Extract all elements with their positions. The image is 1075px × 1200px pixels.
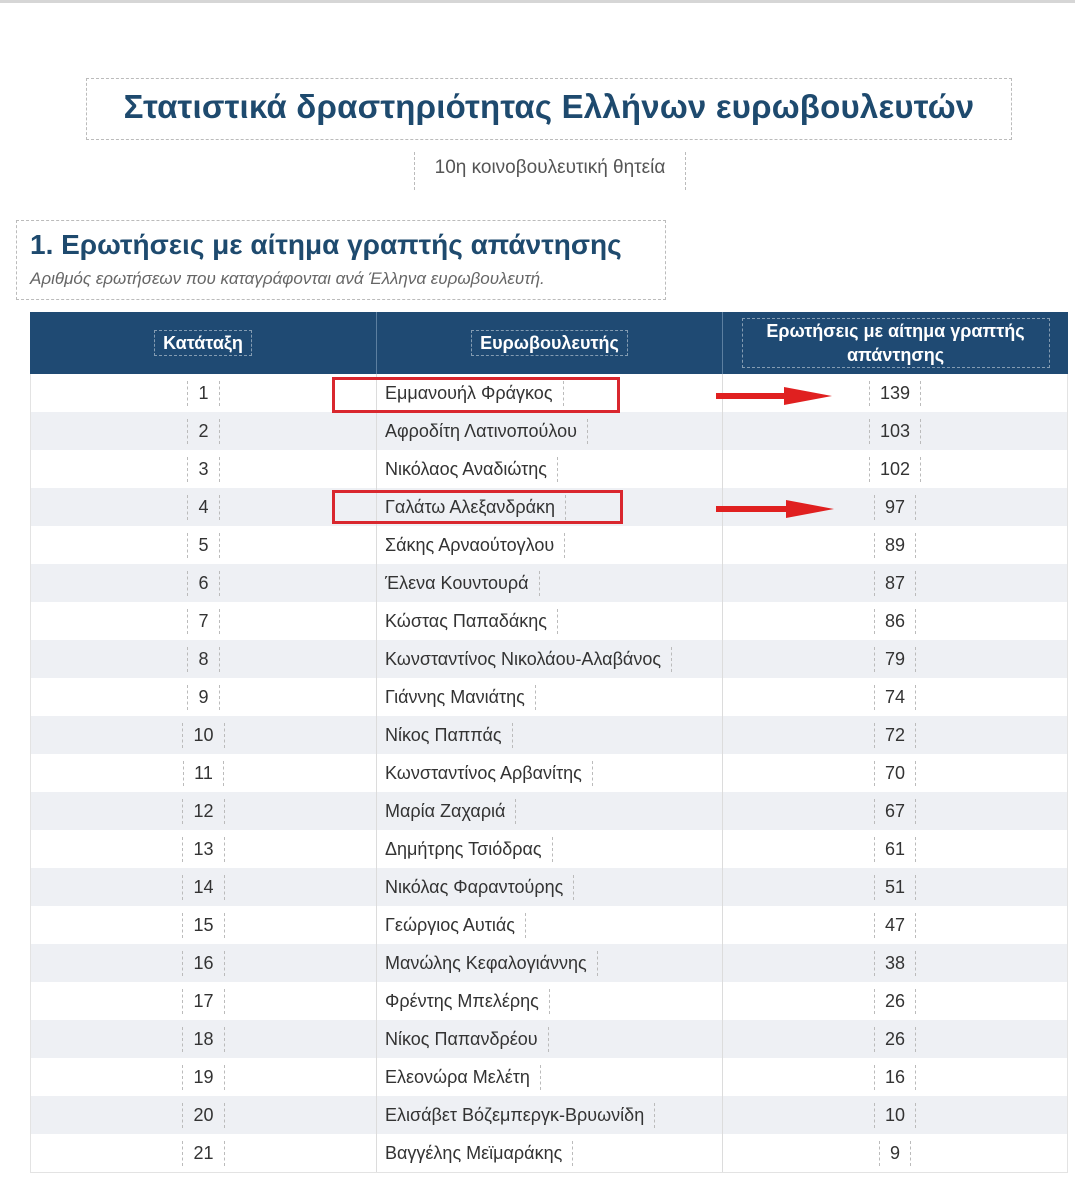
count-cell (722, 1020, 1068, 1058)
count-cell (722, 1096, 1068, 1134)
red-arrow-icon-row-4 (714, 497, 838, 521)
count-cell (722, 602, 1068, 640)
name-cell (376, 906, 722, 944)
name-cell (376, 678, 722, 716)
count-cell (722, 868, 1068, 906)
rank-value: 17 (182, 989, 224, 1014)
top-border-line (0, 0, 1075, 3)
name-cell (376, 792, 722, 830)
table-row (30, 640, 1068, 678)
count-cell (722, 982, 1068, 1020)
name-cell (376, 716, 722, 754)
count-cell (722, 640, 1068, 678)
rank-value: 19 (182, 1065, 224, 1090)
question-count: 26 (874, 1027, 916, 1052)
count-cell (722, 564, 1068, 602)
table-row (30, 1096, 1068, 1134)
mep-name: Έλενα Κουντουρά (385, 571, 540, 596)
name-cell (376, 526, 722, 564)
table-row (30, 526, 1068, 564)
rank-cell (30, 412, 376, 450)
name-cell (376, 1058, 722, 1096)
highlight-box-row-1 (332, 377, 620, 413)
rank-value: 4 (187, 495, 219, 520)
header-count (722, 312, 1068, 374)
count-cell (722, 830, 1068, 868)
rank-cell (30, 1020, 376, 1058)
table-row (30, 450, 1068, 488)
rank-value: 13 (182, 837, 224, 862)
rank-cell (30, 488, 376, 526)
highlight-box-row-4 (332, 490, 623, 524)
question-count: 86 (874, 609, 916, 634)
rank-value: 11 (183, 761, 224, 786)
mep-name: Ελισάβετ Βόζεμπεργκ-Βρυωνίδη (385, 1103, 655, 1128)
count-cell (722, 526, 1068, 564)
mep-name: Σάκης Αρναούτογλου (385, 533, 565, 558)
count-cell (722, 412, 1068, 450)
header-name (376, 312, 722, 374)
rank-cell (30, 602, 376, 640)
rank-cell (30, 982, 376, 1020)
ranking-table (30, 312, 1068, 1173)
rank-value: 12 (182, 799, 224, 824)
mep-name: Μανώλης Κεφαλογιάννης (385, 951, 598, 976)
count-cell (722, 716, 1068, 754)
question-count: 10 (874, 1103, 916, 1128)
table-header (30, 312, 1068, 374)
rank-cell (30, 944, 376, 982)
mep-name: Εμμανουήλ Φράγκος (385, 381, 564, 406)
question-count: 61 (874, 837, 916, 862)
table-row (30, 1134, 1068, 1173)
rank-cell (30, 374, 376, 412)
mep-name: Γεώργιος Αυτιάς (385, 913, 526, 938)
name-cell (376, 754, 722, 792)
table-row (30, 830, 1068, 868)
mep-name: Βαγγέλης Μεϊμαράκης (385, 1141, 573, 1166)
rank-value: 8 (187, 647, 219, 672)
name-cell (376, 830, 722, 868)
rank-value: 18 (182, 1027, 224, 1052)
question-count: 70 (874, 761, 916, 786)
rank-cell (30, 716, 376, 754)
rank-cell (30, 564, 376, 602)
question-count: 103 (869, 419, 921, 444)
rank-cell (30, 526, 376, 564)
table-row (30, 792, 1068, 830)
rank-value: 9 (187, 685, 219, 710)
rank-value: 16 (182, 951, 224, 976)
question-count: 102 (869, 457, 921, 482)
count-cell (722, 906, 1068, 944)
table-row (30, 412, 1068, 450)
question-count: 139 (869, 381, 921, 406)
question-count: 9 (879, 1141, 911, 1166)
header-rank-label: Κατάταξη (154, 330, 252, 356)
mep-name: Φρέντης Μπελέρης (385, 989, 550, 1014)
name-cell (376, 944, 722, 982)
question-count: 51 (874, 875, 916, 900)
rank-cell (30, 830, 376, 868)
mep-name: Δημήτρης Τσιόδρας (385, 837, 553, 862)
count-cell (722, 754, 1068, 792)
mep-name: Κώστας Παπαδάκης (385, 609, 558, 634)
count-cell (722, 1134, 1068, 1172)
count-cell (722, 792, 1068, 830)
table-row (30, 982, 1068, 1020)
rank-value: 3 (187, 457, 219, 482)
rank-value: 1 (187, 381, 219, 406)
rank-value: 15 (182, 913, 224, 938)
mep-name: Αφροδίτη Λατινοπούλου (385, 419, 588, 444)
mep-name: Μαρία Ζαχαριά (385, 799, 516, 824)
rank-cell (30, 640, 376, 678)
table-row (30, 564, 1068, 602)
section-title: 1. Ερωτήσεις με αίτημα γραπτής απάντησης (30, 229, 622, 260)
table-row (30, 716, 1068, 754)
question-count: 74 (874, 685, 916, 710)
rank-value: 14 (182, 875, 224, 900)
question-count: 26 (874, 989, 916, 1014)
rank-value: 10 (182, 723, 224, 748)
name-cell (376, 412, 722, 450)
header-rank (30, 312, 376, 374)
mep-name: Γιάννης Μανιάτης (385, 685, 536, 710)
name-cell (376, 640, 722, 678)
question-count: 72 (874, 723, 916, 748)
mep-name: Ελεονώρα Μελέτη (385, 1065, 541, 1090)
question-count: 16 (874, 1065, 916, 1090)
mep-name: Νίκος Παπανδρέου (385, 1027, 549, 1052)
rank-value: 2 (187, 419, 219, 444)
mep-name: Γαλάτω Αλεξανδράκη (385, 495, 566, 520)
name-cell (376, 1020, 722, 1058)
rank-cell (30, 754, 376, 792)
rank-cell (30, 868, 376, 906)
name-cell (376, 982, 722, 1020)
page-subtitle: 10η κοινοβουλευτική θητεία (434, 157, 666, 178)
table-row (30, 678, 1068, 716)
count-cell (722, 450, 1068, 488)
page-title: Στατιστικά δραστηριότητας Ελλήνων ευρωβουλευτών (123, 88, 975, 125)
rank-value: 20 (182, 1103, 224, 1128)
question-count: 79 (874, 647, 916, 672)
mep-name: Νικόλαος Αναδιώτης (385, 457, 558, 482)
name-cell (376, 1096, 722, 1134)
table-row (30, 906, 1068, 944)
question-count: 67 (874, 799, 916, 824)
table-row (30, 754, 1068, 792)
table-row (30, 868, 1068, 906)
table-row (30, 602, 1068, 640)
rank-value: 5 (187, 533, 219, 558)
rank-value: 6 (187, 571, 219, 596)
name-cell (376, 450, 722, 488)
rank-value: 21 (182, 1141, 224, 1166)
rank-cell (30, 906, 376, 944)
rank-cell (30, 792, 376, 830)
question-count: 97 (874, 495, 916, 520)
rank-cell (30, 1058, 376, 1096)
rank-cell (30, 450, 376, 488)
mep-name: Κωνσταντίνος Αρβανίτης (385, 761, 593, 786)
mep-name: Νίκος Παππάς (385, 723, 513, 748)
red-arrow-icon-row-1 (714, 384, 836, 408)
mep-name: Κωνσταντίνος Νικολάου-Αλαβάνος (385, 647, 672, 672)
count-cell (722, 1058, 1068, 1096)
name-cell (376, 602, 722, 640)
rank-cell (30, 1096, 376, 1134)
name-cell (376, 868, 722, 906)
section-description: Αριθμός ερωτήσεων που καταγράφονται ανά Έλληνα ευρωβουλευτή. (30, 269, 545, 288)
header-count-label: Ερωτήσεις με αίτημα γραπτής απάντησης (742, 318, 1050, 368)
rank-cell (30, 1134, 376, 1172)
name-cell (376, 564, 722, 602)
question-count: 89 (874, 533, 916, 558)
rank-cell (30, 678, 376, 716)
count-cell (722, 944, 1068, 982)
name-cell (376, 1134, 722, 1172)
question-count: 47 (874, 913, 916, 938)
table-row (30, 1020, 1068, 1058)
count-cell (722, 678, 1068, 716)
table-row (30, 944, 1068, 982)
question-count: 87 (874, 571, 916, 596)
question-count: 38 (874, 951, 916, 976)
rank-value: 7 (187, 609, 219, 634)
header-name-label: Ευρωβουλευτής (471, 330, 628, 356)
mep-name: Νικόλας Φαραντούρης (385, 875, 574, 900)
table-row (30, 1058, 1068, 1096)
